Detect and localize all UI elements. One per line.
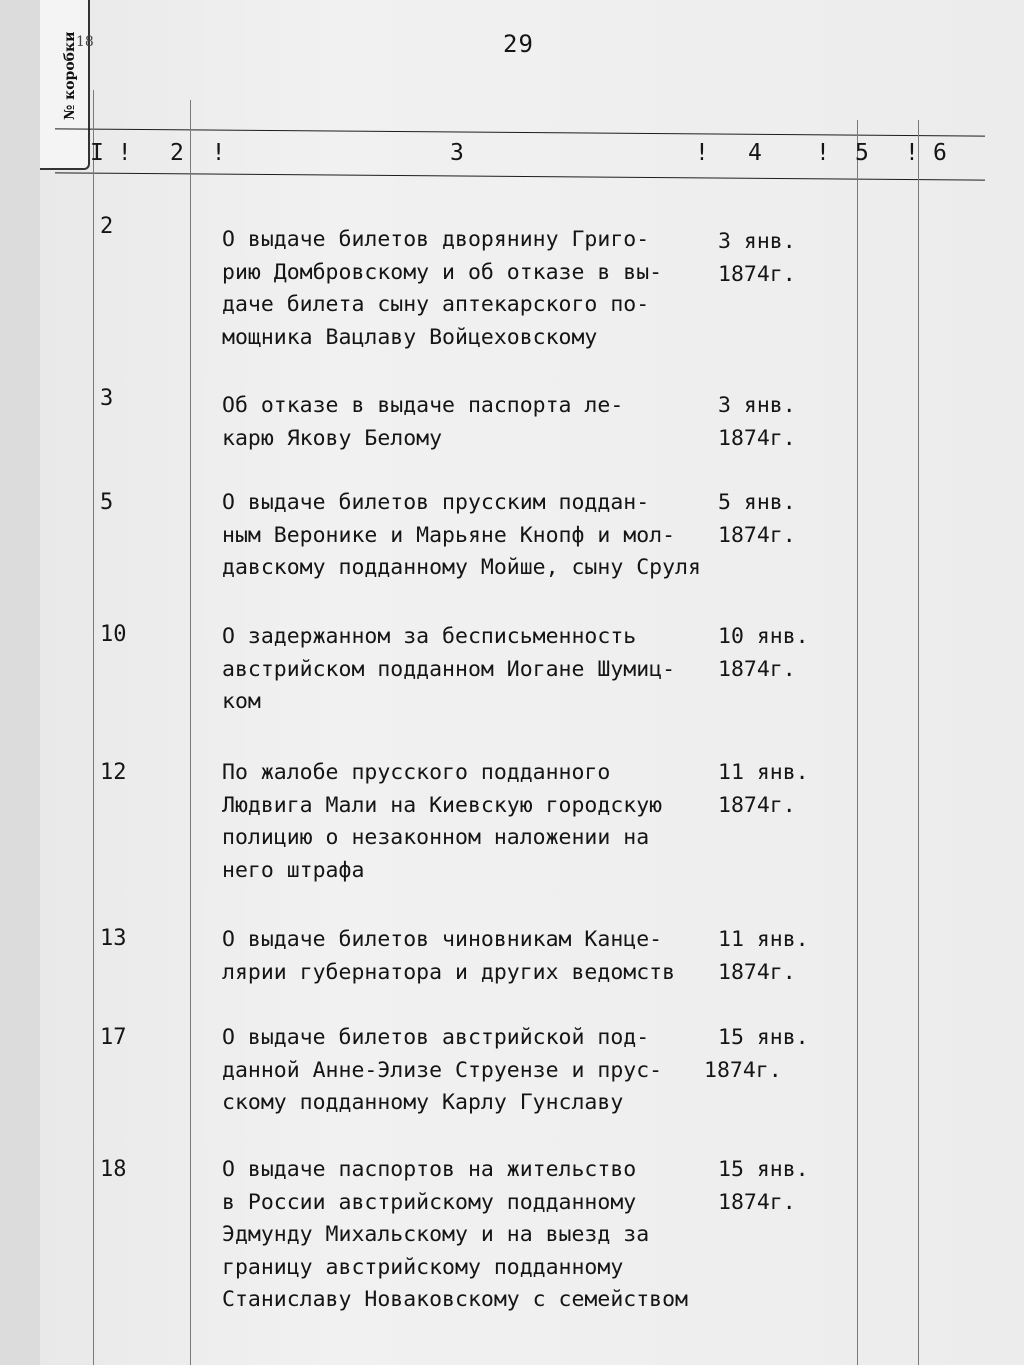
entry-number: 12: [100, 760, 127, 785]
date-day: 5 янв.: [718, 490, 796, 515]
date-day: 3 янв.: [718, 393, 796, 418]
entry-date: [718, 621, 828, 686]
entry-line: скому подданному Карлу Гунславу: [222, 1090, 624, 1115]
entry-line: мощника Вацлаву Войцеховскому: [222, 324, 598, 350]
page-number: 29: [503, 30, 534, 58]
date-year: 1874г.: [718, 522, 796, 548]
column-number: 3: [450, 140, 464, 166]
entry-line: О выдаче билетов австрийской под-: [222, 1025, 650, 1050]
entry-description: [222, 1022, 742, 1120]
entry-date: [718, 757, 828, 822]
date-day: 3 янв.: [718, 229, 796, 254]
entry-date: [718, 1154, 828, 1219]
box-number-stamp: [40, 0, 94, 170]
column-line-3: [857, 120, 858, 1365]
column-number: 6: [933, 140, 947, 166]
date-year: 1874г.: [704, 1057, 782, 1083]
entry-description: [222, 1154, 742, 1317]
entry-date: [704, 1022, 828, 1087]
entry-number: 13: [100, 926, 127, 951]
entry-line: О выдаче паспортов на жительство: [222, 1157, 637, 1182]
entry-line: О выдаче билетов прусским поддан-: [222, 490, 650, 515]
column-number: I !: [90, 140, 132, 166]
entry-description: [222, 390, 742, 455]
column-number: 2 !: [170, 140, 226, 166]
entry-description: [222, 621, 742, 719]
entry-line: О выдаче билетов чиновникам Канце-: [222, 927, 663, 952]
date-year: 1874г.: [718, 959, 796, 985]
entry-description: [222, 757, 742, 887]
date-day: 10 янв.: [718, 624, 809, 649]
entry-date: [718, 487, 828, 552]
entry-line: По жалобе прусского подданного: [222, 760, 611, 785]
entry-description: [222, 487, 742, 585]
date-day: 11 янв.: [718, 760, 809, 785]
date-year: 1874г.: [718, 261, 796, 287]
entry-line: Станиславу Новаковскому с семейством: [222, 1287, 688, 1312]
entry-line: Эдмунду Михальскому и на выезд за: [222, 1222, 650, 1247]
entry-date: [718, 226, 828, 291]
box-number-mark: 18: [76, 34, 94, 50]
entry-line: Об отказе в выдаче паспорта ле-: [222, 393, 624, 418]
column-separator: !: [905, 140, 919, 166]
column-number: 5: [855, 140, 869, 166]
column-separator: !: [695, 140, 709, 166]
entry-line: рию Домбровскому и об отказе в вы-: [222, 259, 663, 285]
entry-line: Людвига Мали на Киевскую городскую: [222, 792, 663, 818]
entry-number: 3: [100, 386, 114, 411]
entry-line: О выдаче билетов дворянину Григо-: [222, 227, 650, 252]
date-day: 15 янв.: [718, 1025, 809, 1050]
entry-line: О задержанном за бесписьменность: [222, 624, 637, 649]
entry-number: 2: [100, 214, 114, 239]
date-day: 15 янв.: [718, 1157, 809, 1182]
entry-number: 17: [100, 1025, 127, 1050]
entry-line: ком: [222, 689, 261, 714]
entry-number: 18: [100, 1157, 127, 1182]
entry-number: 10: [100, 622, 127, 647]
entry-date: [718, 924, 828, 989]
entry-line: даче билета сыну аптекарского по-: [222, 292, 650, 317]
entry-description: [222, 924, 742, 989]
header-rule-top: [55, 128, 985, 136]
entry-date: [718, 390, 828, 455]
column-line-1: [93, 90, 94, 1365]
box-number-label: № коробки: [62, 31, 78, 120]
date-year: 1874г.: [718, 656, 796, 682]
column-separator: !: [816, 140, 830, 166]
column-number: 4: [748, 140, 762, 166]
date-year: 1874г.: [718, 1189, 796, 1215]
entry-number: 5: [100, 490, 114, 515]
entry-description: [222, 224, 742, 354]
header-rule-bottom: [55, 172, 985, 180]
column-line-2: [190, 100, 191, 1365]
date-year: 1874г.: [718, 425, 796, 451]
date-year: 1874г.: [718, 792, 796, 818]
entry-line: границу австрийскому подданному: [222, 1254, 624, 1280]
entry-line: австрийском подданном Иогане Шумиц-: [222, 656, 676, 682]
entry-line: данной Анне-Элизе Струензе и прус-: [222, 1057, 663, 1083]
entry-line: полицию о незаконном наложении на: [222, 825, 650, 850]
entry-line: в России австрийскому подданному: [222, 1189, 637, 1215]
entry-line: ным Веронике и Марьяне Кнопф и мол-: [222, 522, 676, 548]
entry-line: карю Якову Белому: [222, 425, 443, 451]
date-day: 11 янв.: [718, 927, 809, 952]
entry-line: него штрафа: [222, 857, 365, 883]
entry-line: лярии губернатора и других ведомств: [222, 959, 676, 985]
entry-line: давскому подданному Мойше, сыну Сруля: [222, 555, 701, 580]
column-line-4: [918, 120, 919, 1365]
